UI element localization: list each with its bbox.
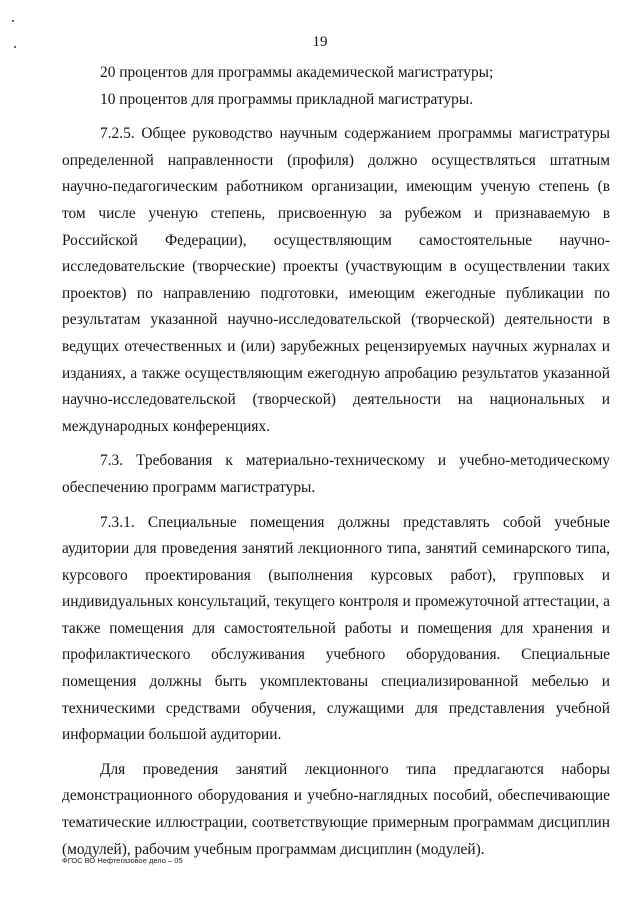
- footer-standard-code: ФГОС ВО Нефтегазовое дело – 05: [62, 856, 183, 865]
- paragraph-lecture-equipment: Для проведения занятий лекционного типа предлагаются наборы демонстрационного оборудования и учебно-наглядных пособий, обеспечивающие тематические иллюстрации, соответствующие примерным программам дисциплин (модулей), рабочим учебным программам дисциплин (модулей).: [62, 760, 610, 858]
- paragraph-7-2-5: 7.2.5. Общее руководство научным содержанием программы магистратуры определенной направленности (профиля) должно осуществляться штатным научно-педагогическим работником организации, имеющим ученую степень (в том числе ученую степень, присвоенную за рубежом и признаваемую в Российской Федерации), осуществляющим самостоятельные научно-исследовательские (творческие) проекты (участвующим в осуществлении таких проектов) по направлению подготовки, имеющим ежегодные публикации по результатам указанной научно-исследовательской (творческой) деятельности в ведущих отечественных и (или) зарубежных рецензируемых научных журналах и изданиях, а также осуществляющим ежегодную апробацию результатов указанной научно-исследовательской (творческой) деятельности на национальных и международных конференциях.: [62, 125, 610, 435]
- page-number: 19: [312, 34, 328, 50]
- paragraph-academic-masters: 20 процентов для программы академической магистратуры;: [100, 64, 494, 81]
- document-body: [62, 60, 610, 863]
- paragraph-7-3: 7.3. Требования к материально-техническому и учебно-методическому обеспечению программ магистратуры.: [62, 452, 610, 496]
- paragraph-7-3-1: 7.3.1. Специальные помещения должны представлять собой учебные аудитории для проведения занятий лекционного типа, занятий семинарского типа, курсового проектирования (выполнения курсовых работ), групповых и индивидуальных консультаций, текущего контроля и промежуточной аттестации, а также помещения для самостоятельной работы и помещения для хранения и профилактического обслуживания учебного оборудования. Специальные помещения должны быть укомплектованы специализированной мебелью и техническими средствами обучения, служащими для представления учебной информации большой аудитории.: [62, 513, 610, 744]
- scan-dot-top: [12, 20, 14, 22]
- paragraph-applied-masters: 10 процентов для программы прикладной магистратуры.: [100, 90, 474, 108]
